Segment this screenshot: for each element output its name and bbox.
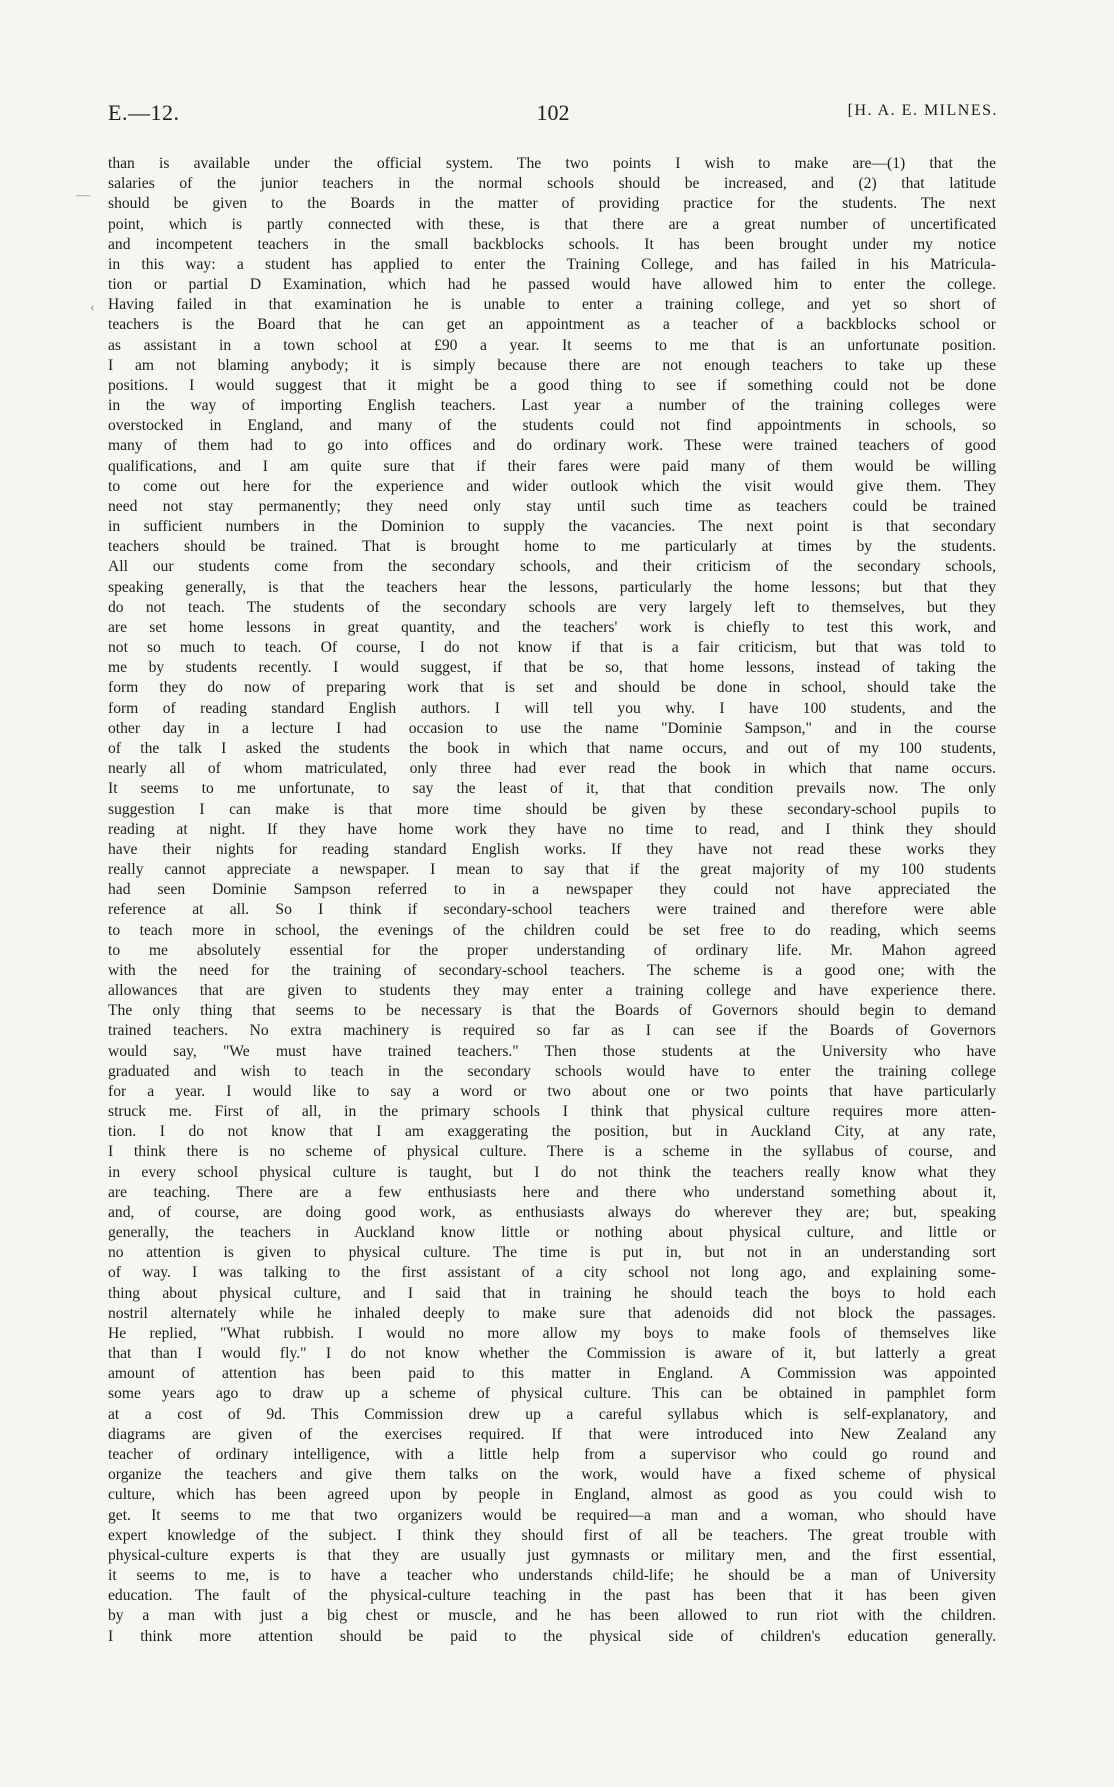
text-line: at a cost of 9d. This Commission drew up a careful syllabus which is self-explanatory, and <box>108 1405 996 1423</box>
page-number: 102 <box>536 100 570 125</box>
text-line: to me absolutely essential for the proper understanding of ordinary life. Mr. Mahon agreed <box>108 941 996 959</box>
text-line: to come out here for the experience and wider outlook which the visit would give them. They <box>108 477 996 495</box>
text-line: have their nights for reading standard English works. If they have not read these works they <box>108 840 996 858</box>
text-line: of way. I was talking to the first assistant of a city school not long ago, and explaining some- <box>108 1264 996 1282</box>
text-line: qualifications, and I am quite sure that if their fares were paid many of them would be willing <box>108 457 996 475</box>
text-line: tion or partial D Examination, which had he passed would have allowed him to enter the college. <box>108 276 996 294</box>
text-line: nostril alternately while he inhaled deeply to make sure that adenoids did not block the passages. <box>108 1304 996 1322</box>
text-line: Having failed in that examination he is unable to enter a training college, and yet so short of <box>108 296 996 314</box>
text-line: many of them had to go into offices and do ordinary work. These were trained teachers of good <box>108 437 996 455</box>
text-line: suggestion I can make is that more time should be given by these secondary-school pupils to <box>108 800 996 818</box>
page-header <box>108 100 998 130</box>
text-line: All our students come from the secondary schools, and their criticism of the secondary schools, <box>108 558 996 576</box>
text-line: generally, the teachers in Auckland know little or nothing about physical culture, and little or <box>108 1224 996 1242</box>
text-line: reference at all. So I think if secondary-school teachers were trained and therefore were able <box>108 901 996 919</box>
text-line: nearly all of whom matriculated, only three had ever read the book in which that name occurs. <box>108 760 996 778</box>
speaker-name: [H. A. E. MILNES. <box>847 102 998 119</box>
text-line: allowances that are given to students they may enter a training college and have experience there. <box>108 982 996 1000</box>
text-line: really cannot appreciate a newspaper. I mean to say that if the great majority of my 100 students <box>108 861 996 879</box>
text-line: diagrams are given of the exercises required. If that were introduced into New Zealand any <box>108 1425 996 1443</box>
text-line: thing about physical culture, and I said that in training he should teach the boys to hold each <box>108 1284 996 1302</box>
text-line: He replied, "What rubbish. I would no more allow my boys to make fools of themselves like <box>108 1324 996 1342</box>
text-line: tion. I do not know that I am exaggerating the position, but in Auckland City, at any rate, <box>108 1123 996 1141</box>
text-line: to teach more in school, the evenings of the children could be set free to do reading, which seems <box>108 921 996 939</box>
text-line: some years ago to draw up a scheme of physical culture. This can be obtained in pamphlet form <box>108 1385 996 1403</box>
text-line: overstocked in England, and many of the students could not find appointments in schools, so <box>108 417 996 435</box>
text-line: trained teachers. No extra machinery is required so far as I can see if the Boards of Governors <box>108 1022 996 1040</box>
text-line: no attention is given to physical culture. The time is put in, but not in an understanding sort <box>108 1244 996 1262</box>
text-line: than is available under the official system. The two points I wish to make are—(1) that the <box>108 155 996 172</box>
text-line: physical-culture experts is that they are usually just gymnasts or military men, and the first essential, <box>108 1546 996 1564</box>
text-line: I think there is no scheme of physical culture. There is a scheme in the syllabus of course, and <box>108 1143 996 1161</box>
text-line: other day in a lecture I had occasion to use the name "Dominie Sampson," and in the course <box>108 719 996 737</box>
text-line: form they do now of preparing work that is set and should be done in school, should take the <box>108 679 996 697</box>
text-line: positions. I would suggest that it might be a good thing to see if something could not be done <box>108 376 996 394</box>
text-line: amount of attention has been paid to this matter in England. A Commission was appointed <box>108 1365 996 1383</box>
text-line: expert knowledge of the subject. I think they should first of all be teachers. The great trouble with <box>108 1526 996 1544</box>
text-line: form of reading standard English authors. I will tell you why. I have 100 students, and the <box>108 699 996 717</box>
testimony-paragraph <box>108 154 996 1647</box>
margin-mark: — <box>76 188 90 203</box>
text-line: not so much to teach. Of course, I do not know if that is a fair criticism, but that was told to <box>108 639 996 657</box>
text-line: It seems to me unfortunate, to say the least of it, that that condition prevails now. The only <box>108 780 996 798</box>
text-line: had seen Dominie Sampson referred to in a newspaper they could not have appreciated the <box>108 881 996 899</box>
text-line: by a man with just a big chest or muscle, and he has been allowed to run riot with the children. <box>108 1607 996 1625</box>
text-line: I think more attention should be paid to the physical side of children's education generally. <box>108 1627 996 1645</box>
text-line: education. The fault of the physical-culture teaching in the past has been that it has been given <box>108 1587 996 1605</box>
text-line: teachers should be trained. That is brought home to me particularly at times by the students. <box>108 538 996 556</box>
document-reference: E.—12. <box>108 100 180 125</box>
text-line: with the need for the training of secondary-school teachers. The scheme is a good one; with the <box>108 961 996 979</box>
text-line: organize the teachers and give them talks on the work, would have a fixed scheme of physical <box>108 1466 996 1484</box>
text-line: The only thing that seems to be necessary is that the Boards of Governors should begin to demand <box>108 1002 996 1020</box>
text-line: in sufficient numbers in the Dominion to supply the vacancies. The next point is that secondary <box>108 518 996 536</box>
text-line: it seems to me, is to have a teacher who understands child-life; he should be a man of University <box>108 1567 996 1585</box>
text-line: in this way: a student has applied to enter the Training College, and has failed in his Matricula- <box>108 255 996 273</box>
text-line: in every school physical culture is taught, but I do not think the teachers really know what they <box>108 1163 996 1181</box>
text-line: me by students recently. I would suggest, if that be so, that home lessons, instead of taking the <box>108 659 996 677</box>
text-line: are set home lessons in great quantity, and the teachers' work is chiefly to test this work, and <box>108 618 996 636</box>
text-line: graduated and wish to teach in the secondary schools would have to enter the training college <box>108 1062 996 1080</box>
text-line: and incompetent teachers in the small backblocks schools. It has been brought under my notice <box>108 235 996 253</box>
text-line: do not teach. The students of the secondary schools are very largely left to themselves, but they <box>108 598 996 616</box>
text-line: I am not blaming anybody; it is simply because there are not enough teachers to take up these <box>108 356 996 374</box>
text-line: as assistant in a town school at £90 a year. It seems to me that is an unfortunate position. <box>108 336 996 354</box>
text-line: teachers is the Board that he can get an appointment as a teacher of a backblocks school or <box>108 316 996 334</box>
text-line: of the talk I asked the students the book in which that name occurs, and out of my 100 students, <box>108 739 996 757</box>
text-line: need not stay permanently; they need only stay until such time as teachers could be trained <box>108 497 996 515</box>
text-line: get. It seems to me that two organizers would be required—a man and a woman, who should have <box>108 1506 996 1524</box>
text-line: reading at night. If they have home work they have no time to read, and I think they should <box>108 820 996 838</box>
text-line: salaries of the junior teachers in the normal schools should be increased, and (2) that latitude <box>108 175 996 193</box>
text-line: in the way of importing English teachers. Last year a number of the training colleges were <box>108 397 996 415</box>
text-line: for a year. I would like to say a word or two about one or two points that have particularly <box>108 1082 996 1100</box>
margin-mark: ‹ <box>90 300 95 315</box>
text-line: culture, which has been agreed upon by people in England, almost as good as you could wish to <box>108 1486 996 1504</box>
text-line: are teaching. There are a few enthusiasts here and there who understand something about it, <box>108 1183 996 1201</box>
text-line: speaking generally, is that the teachers hear the lessons, particularly the home lessons; but that they <box>108 578 996 596</box>
text-line: that than I would fly." I do not know whether the Commission is aware of it, but latterly a great <box>108 1345 996 1363</box>
text-line: point, which is partly connected with these, is that there are a great number of uncertificated <box>108 215 996 233</box>
text-line: should be given to the Boards in the matter of providing practice for the students. The next <box>108 195 996 213</box>
text-line: and, of course, are doing good work, as enthusiasts always do wherever they are; but, speaking <box>108 1203 996 1221</box>
text-line: would say, "We must have trained teachers." Then those students at the University who have <box>108 1042 996 1060</box>
text-line: struck me. First of all, in the primary schools I think that physical culture requires more atten- <box>108 1103 996 1121</box>
text-line: teacher of ordinary intelligence, with a little help from a supervisor who could go round and <box>108 1446 996 1463</box>
